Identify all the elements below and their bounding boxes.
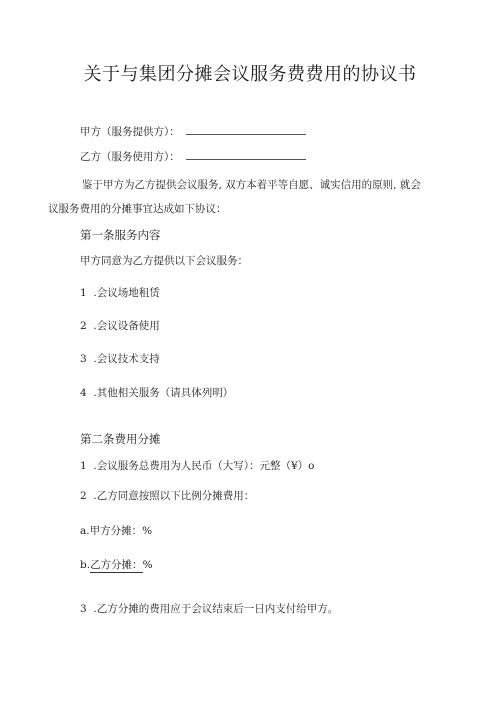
- sub-item-a-prefix: a.: [80, 525, 90, 537]
- list-item-number: 4: [80, 387, 87, 399]
- party-b-line: [80, 149, 306, 164]
- list-item: [80, 352, 160, 366]
- intro-paragraph-line-2: 议服务费用的分摊事宜达成如下协议：: [48, 203, 227, 215]
- party-b-label: 乙方（服务使用方）：: [80, 151, 180, 163]
- list-item-number: 1: [80, 460, 87, 472]
- list-item-text: .乙方同意按照以下比例分摊费用：: [93, 490, 255, 502]
- list-item-text: .会议设备使用: [93, 320, 160, 332]
- sub-item-b: [80, 558, 153, 572]
- list-item: [80, 319, 160, 333]
- sub-item-a-text: 甲方分摊：%: [89, 525, 153, 537]
- section-1-heading: 第一条服务内容: [80, 228, 161, 242]
- intro-paragraph-line-1: 鉴于甲方为乙方提供会议服务, 双方本着平等自愿、诚实信用的原则, 就会: [82, 179, 421, 191]
- list-item-text: .会议场地租赁: [93, 287, 160, 299]
- list-item-number: 1: [80, 287, 87, 299]
- section-1-lead: 甲方同意为乙方提供以下会议服务：: [80, 255, 248, 267]
- list-item-number: 2: [80, 490, 87, 502]
- sub-item-b-text: 乙方分摊：: [90, 559, 143, 571]
- sub-item-b-prefix: b.: [80, 559, 91, 571]
- list-item-text: .会议技术支持: [93, 353, 160, 365]
- party-a-blank: [186, 124, 306, 135]
- list-item: [80, 602, 338, 616]
- section-2-heading: 第二条费用分摊: [80, 432, 161, 446]
- list-item: [80, 386, 233, 400]
- list-item: [80, 286, 160, 300]
- list-item-number: 3: [80, 353, 87, 365]
- party-b-blank: [186, 149, 306, 160]
- party-a-label: 甲方（服务提供方）：: [80, 126, 180, 138]
- list-item-text: .其他相关服务（请具体列明）: [93, 387, 234, 399]
- list-item: [80, 489, 254, 503]
- party-a-line: [80, 124, 306, 139]
- list-item-number: 3: [80, 603, 87, 615]
- list-item-text: .会议服务总费用为人民币（大写）：元整（¥）o: [93, 460, 315, 472]
- list-item-text: .乙方分摊的费用应于会议结束后一日内支付给甲方。: [93, 603, 339, 615]
- sub-item-b-suffix: %: [142, 559, 153, 571]
- list-item-number: 2: [80, 320, 87, 332]
- document-title: 关于与集团分摊会议服务费费用的协议书: [83, 64, 417, 85]
- list-item: [80, 459, 314, 473]
- sub-item-a: [80, 524, 152, 538]
